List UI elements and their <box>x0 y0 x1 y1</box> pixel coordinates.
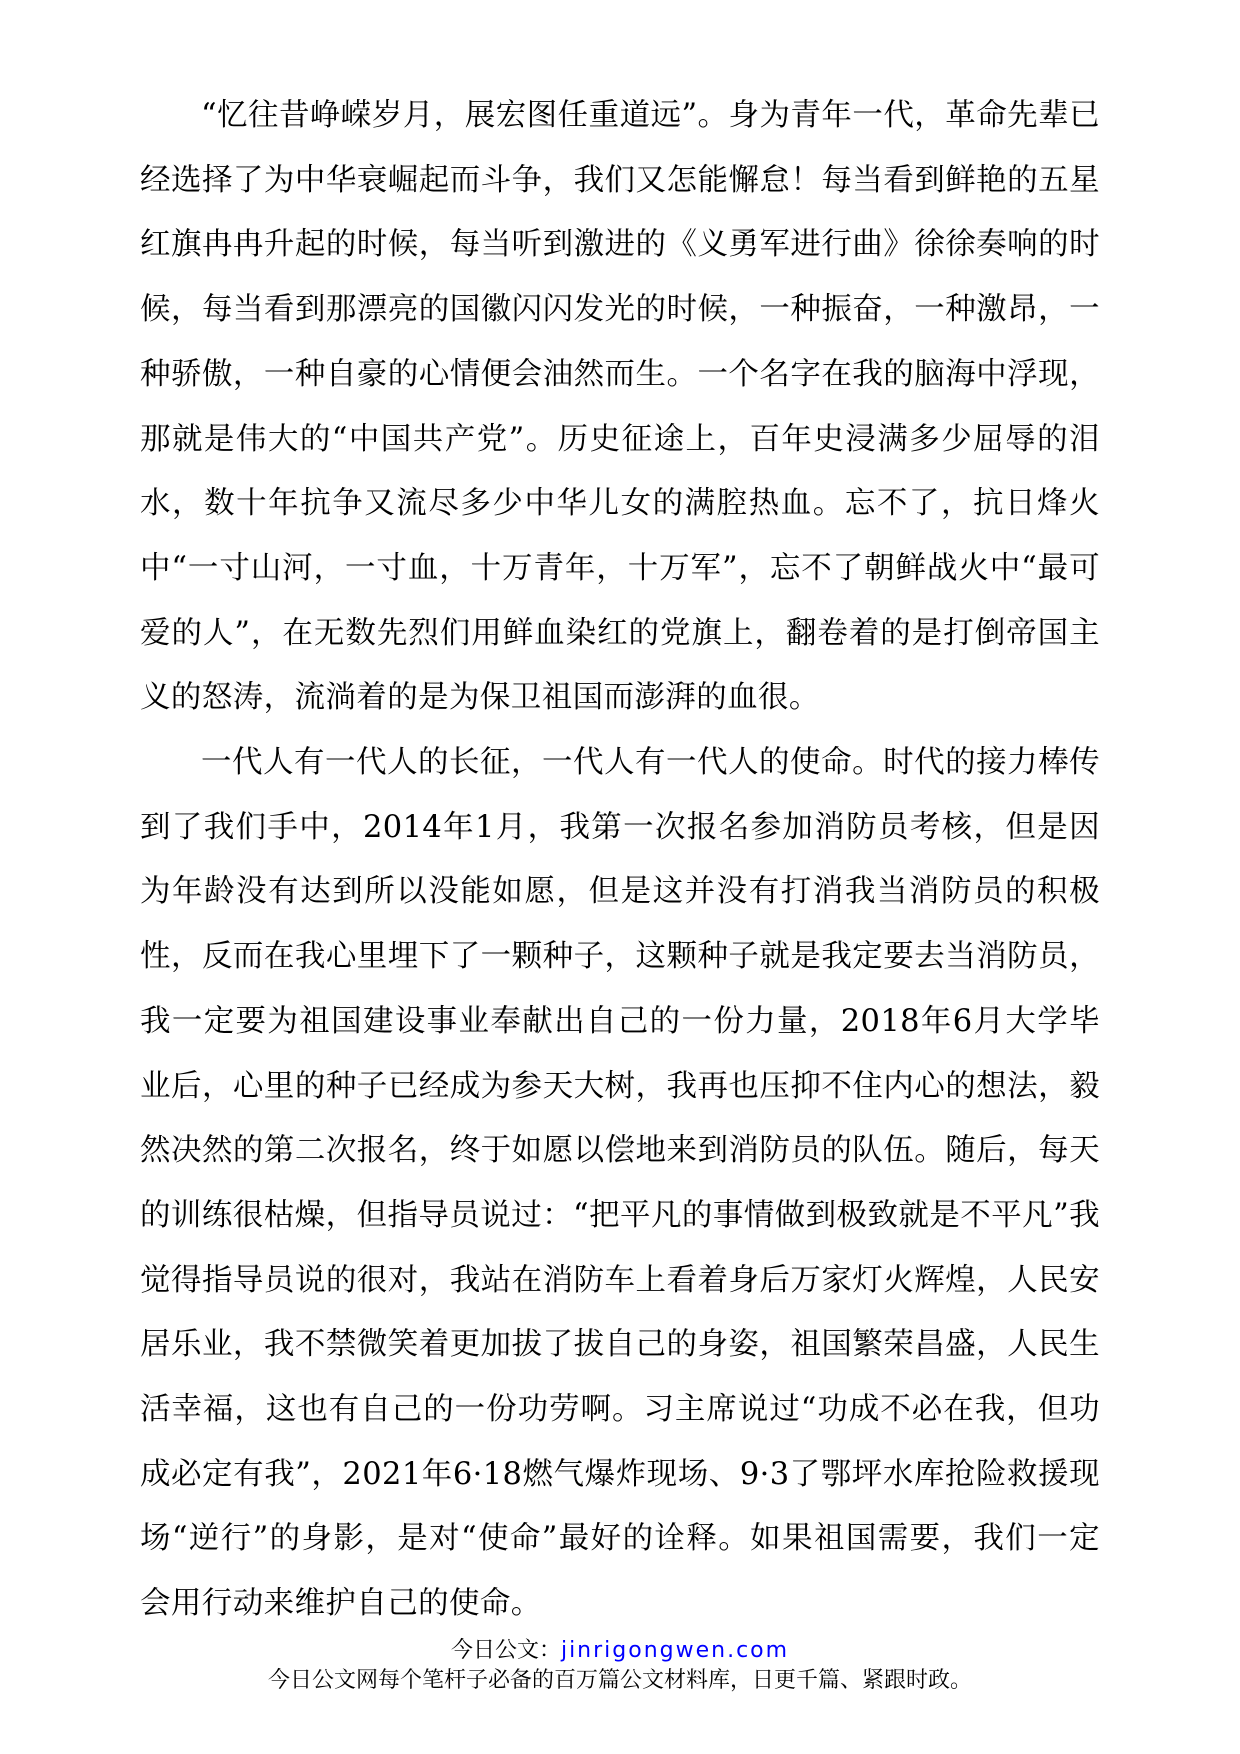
document-body <box>140 84 1100 1637</box>
footer-site-label: 今日公文： <box>450 1638 561 1663</box>
footer-site-line <box>0 1636 1240 1666</box>
footer-site-link[interactable]: jinrigongwen.com <box>560 1638 790 1663</box>
paragraph-1: “忆往昔峥嵘岁月，展宏图任重道远”。身为青年一代，革命先辈已经选择了为中华衰崛起而斗争，我们又怎能懈怠！每当看到鲜艳的五星红旗冉冉升起的时候，每当听到激进的《义勇军进行曲》徐徐奏响的时候，每当看到那漂亮的国徽闪闪发光的时候，一种振奋，一种激昂，一种骄傲，一种自豪的心情便会油然而生。一个名字在我的脑海中浮现，那就是伟大的“中国共产党”。历史征途上，百年史浸满多少屈辱的泪水，数十年抗争又流尽多少中华儿女的满腔热血。忘不了，抗日烽火中“一寸山河，一寸血，十万青年，十万军”，忘不了朝鲜战火中“最可爱的人”，在无数先烈们用鲜血染红的党旗上，翻卷着的是打倒帝国主义的怒涛，流淌着的是为保卫祖国而澎湃的血很。 <box>140 98 1100 716</box>
paragraph-2: 一代人有一代人的长征，一代人有一代人的使命。时代的接力棒传到了我们手中，2014年1月，我第一次报名参加消防员考核，但是因为年龄没有达到所以没能如愿，但是这并没有打消我当消防员的积极性，反而在我心里埋下了一颗种子，这颗种子就是我定要去当消防员，我一定要为祖国建设事业奉献出自己的一份力量，2018年6月大学毕业后，心里的种子已经成为参天大树，我再也压抑不住内心的想法，毅然决然的第二次报名，终于如愿以偿地来到消防员的队伍。随后，每天的训练很枯燥，但指导员说过：“把平凡的事情做到极致就是不平凡”我觉得指导员说的很对，我站在消防车上看着身后万家灯火辉煌，人民安居乐业，我不禁微笑着更加拔了拔自己的身姿，祖国繁荣昌盛，人民生活幸福，这也有自己的一份功劳啊。习主席说过“功成不必在我，但功成必定有我”，2021年6·18燃气爆炸现场、9·3了鄂坪水库抢险救援现场“逆行”的身影，是对“使命”最好的诠释。如果祖国需要，我们一定会用行动来维护自己的使命。 <box>140 745 1100 1622</box>
site-footer <box>0 1636 1240 1696</box>
footer-slogan: 今日公文网每个笔杆子必备的百万篇公文材料库，日更千篇、紧跟时政。 <box>267 1668 972 1693</box>
